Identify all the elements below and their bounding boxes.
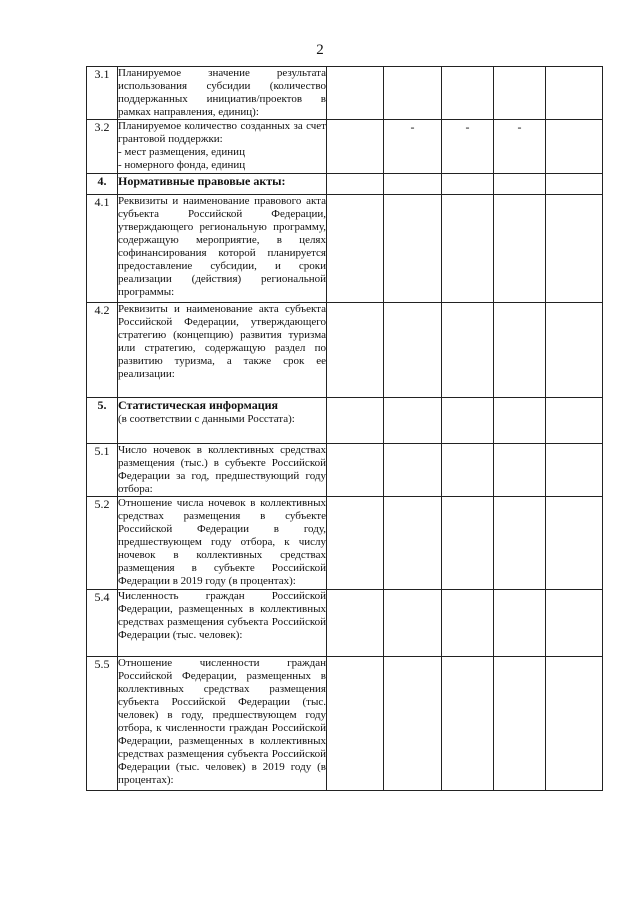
- page-number: 2: [316, 42, 324, 58]
- indicator-description: [118, 444, 327, 497]
- value-cell: [442, 590, 494, 657]
- value-cell: [546, 497, 603, 590]
- indicators-table-body: [87, 67, 603, 791]
- value-cell: [546, 303, 603, 398]
- value-cell: [494, 657, 546, 791]
- description-line: Нормативные правовые акты:: [118, 174, 286, 188]
- value-cell: [546, 120, 603, 174]
- table-row: [87, 590, 603, 657]
- value-cell: [442, 398, 494, 444]
- value-cell: [384, 590, 442, 657]
- value-cell: [546, 398, 603, 444]
- description-line: Отношение численности граждан Российской Федерации, размещенных в коллективных средствах размещения субъекта Российской Федерации (тыс. человек) в году, предшествующем году отбора, к численности граждан Российской Федерации, размещенных в коллективных средствах размещения субъекта Российской Федерации (тыс. человек) в 2019 году (в процентах):: [118, 657, 326, 786]
- value-cell: -: [442, 120, 494, 174]
- row-number: 5.4: [87, 590, 118, 657]
- section-heading: [118, 174, 327, 195]
- table-row: [87, 398, 603, 444]
- value-cell: [494, 303, 546, 398]
- value-cell: [327, 497, 384, 590]
- indicator-description: [118, 120, 327, 174]
- row-number: 5.2: [87, 497, 118, 590]
- value-cell: [384, 174, 442, 195]
- indicator-description: [118, 657, 327, 791]
- value-cell: [494, 398, 546, 444]
- indicator-description: [118, 67, 327, 120]
- value-cell: [327, 67, 384, 120]
- row-number: 4.2: [87, 303, 118, 398]
- value-cell: [327, 444, 384, 497]
- value-cell: [494, 67, 546, 120]
- table-row: [87, 67, 603, 120]
- description-line: - номерного фонда, единиц: [118, 159, 246, 171]
- value-cell: [494, 590, 546, 657]
- section-heading: [118, 398, 327, 444]
- value-cell: [327, 120, 384, 174]
- value-cell: -: [384, 120, 442, 174]
- value-cell: [546, 590, 603, 657]
- value-cell: [384, 444, 442, 497]
- value-cell: [442, 303, 494, 398]
- table-row: [87, 120, 603, 174]
- row-number: 4.1: [87, 195, 118, 303]
- table-row: [87, 195, 603, 303]
- value-cell: [442, 657, 494, 791]
- row-number: 4.: [87, 174, 118, 195]
- table-row: [87, 657, 603, 791]
- value-cell: [442, 444, 494, 497]
- value-cell: [546, 444, 603, 497]
- value-cell: [327, 657, 384, 791]
- description-line: - мест размещения, единиц: [118, 146, 245, 158]
- value-cell: [494, 174, 546, 195]
- value-cell: [327, 590, 384, 657]
- indicator-description: [118, 303, 327, 398]
- description-line: Реквизиты и наименование акта субъекта Российской Федерации, утверждающего стратегию (концепцию) развития туризма или стратегию, содержащую раздел по развитию туризма, а также срок ее реализации:: [118, 303, 326, 380]
- description-line: Число ночевок в коллективных средствах размещения (тыс.) в субъекте Российской Федерации за год, предшествующий году отбора:: [118, 444, 326, 495]
- indicator-description: [118, 497, 327, 590]
- description-line: Реквизиты и наименование правового акта субъекта Российской Федерации, утверждающего региональную программу, содержащую мероприятие, в целях софинансирования которой планируется предоставление субсидии, и сроки реализации (действия) региональной программы:: [118, 195, 326, 298]
- table-row: [87, 497, 603, 590]
- value-cell: [384, 657, 442, 791]
- value-cell: [327, 303, 384, 398]
- value-cell: [442, 67, 494, 120]
- row-number: 3.1: [87, 67, 118, 120]
- value-cell: [442, 497, 494, 590]
- value-cell: [442, 174, 494, 195]
- value-cell: [546, 174, 603, 195]
- row-number: 5.: [87, 398, 118, 444]
- value-cell: [442, 195, 494, 303]
- value-cell: [546, 195, 603, 303]
- value-cell: [384, 195, 442, 303]
- description-line: Планируемое количество созданных за счет грантовой поддержки:: [118, 120, 326, 145]
- indicators-table: [86, 66, 603, 791]
- value-cell: [546, 67, 603, 120]
- description-line: Численность граждан Российской Федерации, размещенных в коллективных средствах размещения субъекта Российской Федерации (тыс. человек):: [118, 590, 326, 641]
- value-cell: [384, 67, 442, 120]
- value-cell: -: [494, 120, 546, 174]
- value-cell: [384, 303, 442, 398]
- description-line: Отношение числа ночевок в коллективных средствах размещения в субъекте Российской Федерации в году, предшествующем году отбора, к числу ночевок в коллективных средствах размещения в субъекте Российской Федерации в 2019 году (в процентах):: [118, 497, 326, 587]
- row-number: 3.2: [87, 120, 118, 174]
- row-number: 5.5: [87, 657, 118, 791]
- value-cell: [327, 398, 384, 444]
- table-row: [87, 303, 603, 398]
- value-cell: [546, 657, 603, 791]
- value-cell: [327, 195, 384, 303]
- section-subheading: (в соответствии с данными Росстата):: [118, 413, 295, 425]
- value-cell: [327, 174, 384, 195]
- value-cell: [384, 497, 442, 590]
- table-row: [87, 174, 603, 195]
- table-row: [87, 444, 603, 497]
- value-cell: [384, 398, 442, 444]
- row-number: 5.1: [87, 444, 118, 497]
- indicator-description: [118, 590, 327, 657]
- indicator-description: [118, 195, 327, 303]
- description-line: Планируемое значение результата использования субсидии (количество поддержанных инициатив/проектов в рамках направления, единиц):: [118, 67, 326, 118]
- value-cell: [494, 444, 546, 497]
- value-cell: [494, 195, 546, 303]
- description-line: Статистическая информация: [118, 398, 279, 412]
- value-cell: [494, 497, 546, 590]
